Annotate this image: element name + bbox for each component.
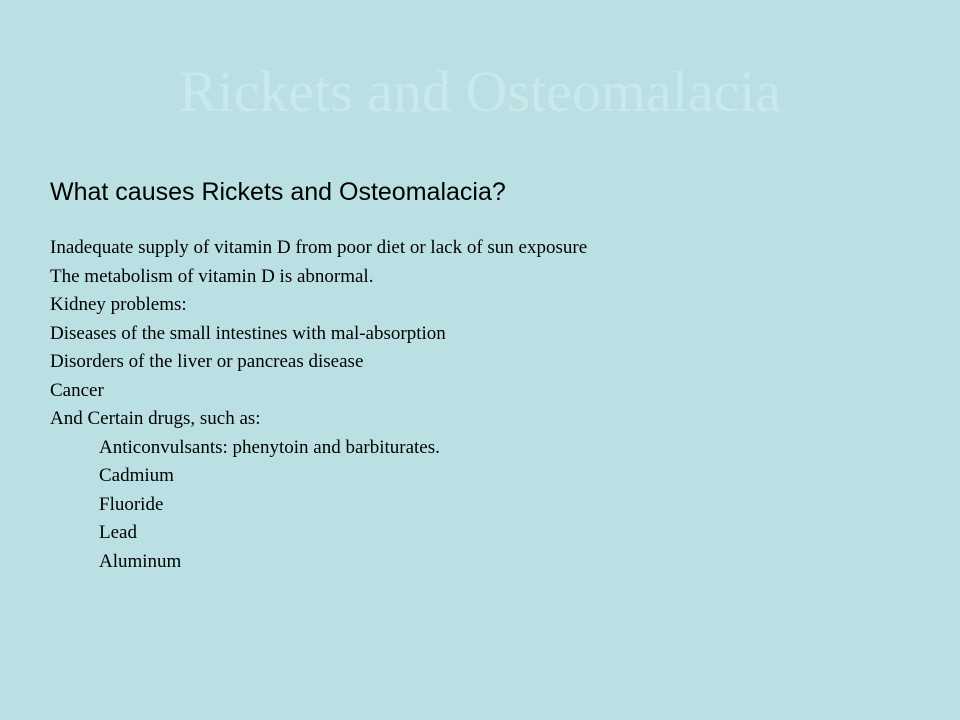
cause-item: Kidney problems: — [50, 294, 187, 315]
cause-item: Diseases of the small intestines with mal-absorption — [50, 322, 446, 344]
drug-item: Anticonvulsants: phenytoin and barbiturates. — [99, 436, 440, 458]
slide-title: Rickets and Osteomalacia — [178, 59, 782, 124]
cause-item: Cancer — [50, 379, 104, 401]
question-heading: What causes Rickets and Osteomalacia? — [50, 178, 506, 206]
cause-item: The metabolism of vitamin D is abnormal. — [50, 265, 374, 287]
cause-item: Disorders of the liver or pancreas disease — [50, 351, 364, 372]
drug-item: Fluoride — [99, 493, 164, 515]
causes-list — [50, 234, 587, 576]
cause-item: And Certain drugs, such as: — [50, 408, 261, 429]
cause-item: Inadequate supply of vitamin D from poor diet or lack of sun exposure — [50, 237, 588, 258]
drug-item: Cadmium — [99, 465, 174, 486]
drug-item: Lead — [99, 522, 137, 543]
drug-item: Aluminum — [99, 550, 182, 572]
